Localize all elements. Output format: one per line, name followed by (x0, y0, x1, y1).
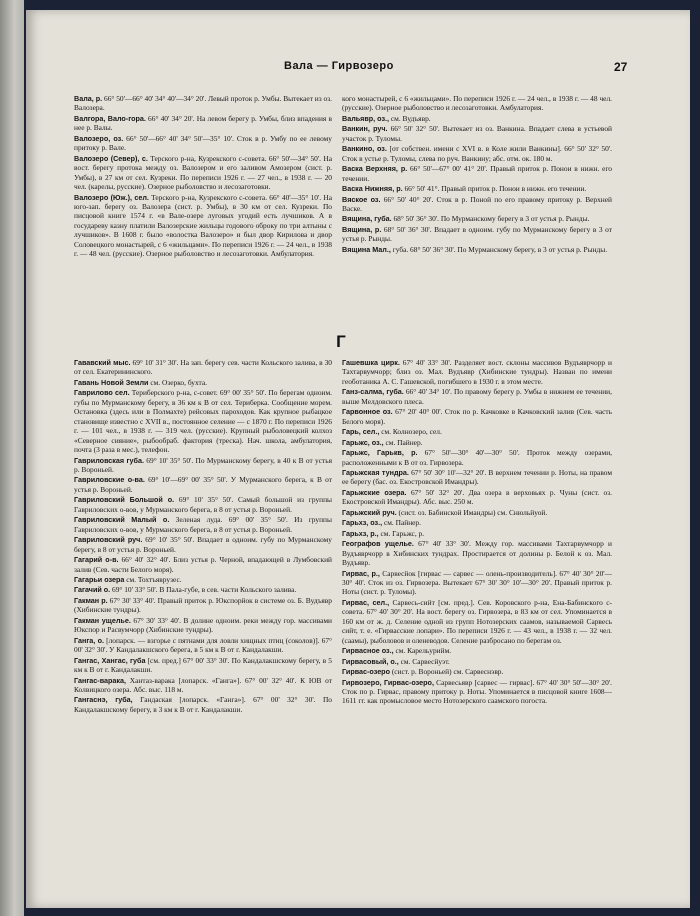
dictionary-entry (342, 94, 612, 113)
entry-text: 68° 50' 36° 30'. Впадает в одноим. губу по Мурманскому берегу в 3 от устья р. Рынды. (342, 224, 612, 244)
entry-text: Гандаская [лопарск. «Ганга»]. 67° 00' 32° 30'. По Кандалакшскому берегу, в 3 км к В от г. Кандалакши. (74, 695, 332, 714)
dictionary-entry (74, 585, 332, 594)
column-top-left (74, 94, 332, 324)
dictionary-entry (74, 134, 332, 153)
dictionary-entry (342, 529, 612, 538)
dictionary-entry (342, 598, 612, 645)
entry-text: см. Колнозеро, сел. (379, 427, 442, 437)
dictionary-entry (74, 575, 332, 584)
entry-headword: Вяское оз. (342, 194, 381, 204)
dictionary-entry (342, 164, 612, 183)
entry-text: 67° 30' 33° 40'. Правый приток р. Юкспорйок в системе оз. Б. Вудъявр (Хибинские тундры). (74, 595, 332, 615)
entry-text: 66° 50' 41°. Правый приток р. Понои в нижн. его течении. (402, 184, 587, 194)
entry-headword: Ганга, о. (74, 635, 104, 645)
entry-text: (сист. р. Вороньей) см. Сарвеснэвр. (389, 667, 504, 677)
entry-headword: Гагарий о-в. (74, 555, 119, 565)
entry-text: 69° 10' 35° 50'. По Мурманскому берегу, в 40 к В от устья р. Вороньей. (74, 455, 332, 474)
dictionary-entry (74, 676, 332, 695)
dictionary-entry (74, 515, 332, 534)
entry-text: 67° 50' 32° 20'. Два озера в верховьях р. Чуны (сист. оз. Екостровской Имандры). Абс. выс. 250 м. (342, 487, 612, 507)
dictionary-entry (342, 657, 612, 666)
entry-text: Зеленая луда. 69° 00' 35° 50'. Из группы Гавриловских о-вов, у Мурманского берега, в 8 от устья р. Вороньей. (74, 515, 332, 534)
entry-text: 67° 30' 33° 40'. В долине одноим. реки между гор. массивами Юкспор и Расвумчорр (Хибинские тундры). (74, 615, 332, 635)
entry-headword: Валозеро (Юж.), сел. (74, 192, 149, 202)
entry-text: 67° 40' 33° 30'. Разделяет вост. склоны массивов Вудъяврчорр и Тахтарвумчорр; близ оз. Мал. Вудъявр (Хибинские тундры). Назван по имени геоботаника А. С. Гашевской, погибшего в 1930 г. в этом месте. (342, 358, 612, 386)
dictionary-entry (342, 144, 612, 163)
entry-headword: Гакман ущелье. (74, 615, 131, 625)
entry-text: 67° 20' 40° 00'. Сток по р. Качковке в Качковский залив (Сев. часть Белого моря). (342, 407, 612, 426)
dictionary-entry (342, 124, 612, 143)
entry-headword: Гирвас-озеро (342, 667, 390, 677)
entry-headword: Гаврилово сел. (74, 388, 130, 398)
entry-headword: Гирвасовый, о., (342, 656, 399, 666)
entry-text: 67° 50'—30° 40'—30° 50'. Проток между озерами, расположенными к В от оз. Гирвозера. (342, 448, 612, 467)
entry-headword: Валозеро, оз. (74, 133, 124, 143)
entry-headword: Гирвозеро, Гирвас-озеро, (342, 677, 434, 687)
entry-text: см. Тохтъяврузес. (124, 574, 182, 584)
entry-headword: Гавриловский руч. (74, 535, 143, 545)
book-page (26, 10, 690, 908)
entry-headword: Вальявр, оз., (342, 113, 390, 123)
dictionary-entry (74, 656, 332, 675)
entry-headword: Гавриловская губа. (74, 455, 144, 465)
entry-text: Сарвесь-сийт [см. пред.]. Сев. Коровского р-на, Ена-Бабинского с-совета. 67° 40' 30° 20'. На вост. берегу оз. Гирвозера, в 83 км от сел. Упоминается в 160 км от ж. д. Селение одной из групп Нотозерских саамов, называемой Сарвесь сийт, т. е. «Гирвасские лопари». По переписи 1926 г. — 43 чел., в 1938 г. — 32 чел. (саамы), рыболовов и оленеводов. Селение разбросано по берегам оз. (342, 597, 612, 645)
entry-text: [от собствен. имени с XVI в. в Коле жили Ванкины]. 66° 50' 32° 50'. Сток в устье р. Туломы, слева по руч. Ванкину; абс. отм. ок. 180 м. (342, 144, 612, 163)
entry-text: 66° 50'—66° 40' 34° 40'—34° 20'. Левый проток р. Умбы. Вытекает из оз. Валозера. (74, 94, 332, 113)
entry-text: губа. 68° 50' 36° 30'. По Мурманскому берегу, в 3 от устья р. Рынды. (390, 244, 608, 254)
entry-text: 69° 10' 33° 50'. В Пала-губе, в сев. части Кольского залива. (110, 585, 297, 595)
entry-text: кого монастырей, с 6 «жильцами». По переписи 1926 г. — 24 чел., в 1938 г. — 48 чел. (русские). Озерное рыболовство и лесозаготовки. Амбулатория. (342, 94, 612, 113)
entry-text: Сарвесйок [гирвас — сарвес — олень-производитель]. 67° 40' 30° 20'—30° 40'. Сток из оз. Гирвозера. Вытекает 67° 30' 30° 10'—30° 20'. Правый приток р. Ноты (сист. р. Туломы). (342, 568, 612, 597)
entry-text: 69° 10' 35° 50'. Впадает в одноим. губу по Мурманскому берегу, в 8 от устья р. Вороньей. (74, 535, 332, 554)
entry-headword: Гарьхз, оз., (342, 518, 383, 528)
dictionary-entry (342, 508, 612, 517)
entry-headword: Гирвас, р., (342, 568, 380, 578)
dictionary-entry (74, 154, 332, 192)
entry-text: см. Озерко, бухта. (148, 377, 207, 387)
entry-headword: Гагарьи озера (74, 574, 125, 584)
entry-headword: Валозеро (Север), с. (74, 153, 148, 163)
dictionary-entry (342, 518, 612, 527)
entry-text: см. Пайнер. (383, 437, 423, 447)
entry-headword: Гарвонное оз. (342, 407, 393, 417)
dictionary-entry (342, 245, 612, 254)
column-top-right (342, 94, 612, 324)
entry-text: 66° 50'—67° 00' 41° 20'. Правый приток р. Понои в нижн. его течении. (342, 164, 612, 183)
dictionary-entry (342, 407, 612, 426)
entry-text: 69° 10' 31° 30'. На зап. берегу сев. части Кольского залива, в 30 от сел. Екатерининского. (74, 358, 332, 377)
entry-text: 66° 40' 34° 10'. По правому берегу р. Умбы в нижнем ее течении, выше Мелдовского плеса. (342, 387, 612, 406)
entry-headword: Вала, р. (74, 94, 103, 103)
entry-text: [лопарск. — взгорье с пятнами для ловли хищных птиц (соколов)]. 67° 00' 32° 30'. У Кандалакшского берега, в 5 км к В от г. Кандалакши. (74, 635, 332, 655)
entry-text: Терского р-на, Кузрекского с-совета. 66° 40'—35° 10'. На юго-зап. берегу оз. Валозера (сист. р. Умбы), в 30 км от сел. Кузреки. По писцовой книге 1574 г. «в Вале-озере луговых угодий есть лучшиков. А в государеву казну платили Валозерские жильцы годового оброку по три алтыны с лучшиков». В 1608 г. было «волостка Валозеро» и был двор Кирилова и двор Соловецкого монастырей, с 6 «жильцами». По переписи 1926 г. — 24 чел., в 1938 г. — 48 чел. (русские). Озерное рыболовство и лесозаготовки. Амбулатория. (74, 192, 332, 259)
dictionary-entry (342, 678, 612, 706)
entry-headword: Ванкин, руч. (342, 124, 388, 134)
entry-headword: Гирвас, сел., (342, 597, 390, 607)
entry-headword: Гангас-варака, (74, 675, 127, 685)
entry-headword: Гарьжская тундра. (342, 467, 409, 477)
dictionary-entry (74, 114, 332, 133)
entry-text: 66° 50' 32° 50'. Вытекает из оз. Ванкина. Впадает слева в устьевой участок р. Туломы. (342, 124, 612, 143)
entry-headword: Гарьхз, р., (342, 528, 379, 538)
entry-text: [см. пред.] 67° 00' 33° 30'. По Кандалакшскому берегу, в 5 км к В от г. Кандалакши. (74, 655, 332, 675)
entry-text: 69° 10' 35° 50'. Самый большой из группы Гавриловских о-вов, у Мурманского берега, в 8 от устья р. Вороньей. (74, 495, 332, 514)
dictionary-entry (342, 387, 612, 406)
dictionary-entry (342, 214, 612, 223)
dictionary-entry (74, 378, 332, 387)
entry-headword: Гавань Новой Земли (74, 377, 149, 387)
entry-text: Сарвесьявр [сарвес — гирвас]. 67° 40' 30° 50'—30° 20'. Сток по р. Гирвас, правому притоку р. Ноты. Упоминается в писцовой книге 1608—1611 гг. как промысловое место Нотозерского саамского погоста. (342, 677, 612, 706)
entry-headword: Гарьжский руч. (342, 507, 397, 517)
entry-headword: Гарь, сел., (342, 427, 380, 437)
entry-headword: Ганз-салма, губа. (342, 387, 404, 397)
dictionary-entry (74, 456, 332, 475)
dictionary-entry (342, 358, 612, 386)
entry-headword: Гангас, Хангас, губа (74, 655, 146, 665)
dictionary-entry (342, 184, 612, 193)
dictionary-entry (74, 388, 332, 454)
entry-text: 69° 10'—69° 00' 35° 50'. У Мурманского берега, к В от устья р. Вороньей. (74, 475, 332, 494)
entry-text: 67° 40' 33° 30'. Между гор. массивами Тахтарвумчорр и Вудъяврчорр в Хибинских тундрах. Простирается от долины р. Белой к оз. Мал. Вудъявр. (342, 539, 612, 568)
entry-headword: Вящина Мал., (342, 244, 391, 254)
dictionary-entry (342, 667, 612, 676)
running-head-title: Вала — Гирвозеро (284, 60, 394, 72)
entry-headword: Вящина, губа. (342, 214, 392, 224)
entry-headword: Гавриловский Малый о. (74, 515, 170, 525)
entry-headword: Вящина, р. (342, 224, 382, 234)
dictionary-entry (342, 569, 612, 597)
dictionary-entry (342, 195, 612, 214)
entry-headword: Географов ущелье. (342, 539, 414, 549)
dictionary-entry (342, 468, 612, 487)
dictionary-entry (74, 535, 332, 554)
dictionary-entry (342, 114, 612, 123)
entry-text: (сист. оз. Бабинской Имандры) см. Снюльйуой. (396, 507, 548, 517)
entry-text: см. Гарьжс, р. (378, 528, 425, 538)
dictionary-entry (74, 358, 332, 377)
running-head (26, 58, 690, 76)
dictionary-entry (342, 646, 612, 655)
entry-headword: Гангаснэ, губа, (74, 695, 133, 705)
entry-headword: Гававский мыс. (74, 358, 131, 367)
entry-text: 68° 50' 36° 30'. По Мурманскому берегу в 3 от устья р. Рынды. (391, 214, 590, 224)
dictionary-entry (342, 539, 612, 567)
entry-headword: Гарьжские озера. (342, 487, 407, 497)
dictionary-entry (74, 636, 332, 655)
dictionary-entry (342, 488, 612, 507)
entry-text: 66° 40' 32° 40'. Близ устья р. Черной, впадающей в Лумбовский залив (Сев. части Белого моря). (74, 555, 332, 574)
entry-headword: Гагачий о. (74, 585, 111, 595)
entry-headword: Валгора, Вало-гора. (74, 113, 146, 123)
entry-headword: Ванкино, оз. (342, 144, 387, 154)
section-letter: Г (336, 332, 346, 351)
dictionary-entry (342, 225, 612, 244)
entry-text: 66° 40' 34° 20'. На левом берегу р. Умбы, близ впадения в нее р. Валы. (74, 113, 332, 133)
column-bottom-right (342, 358, 612, 898)
entry-headword: Гавриловские о-ва. (74, 475, 145, 485)
entry-text: см. Карельурийм. (393, 646, 452, 656)
entry-text: 67° 50' 30° 10'—32° 20'. В верхнем течении р. Ноты, на правом ее берегу (бас. оз. Екостровской Имандры). (342, 467, 612, 487)
dictionary-entry (342, 427, 612, 436)
entry-text: Териберского р-на, с-совет. 69° 00' 35° 50'. По берегам одноим. губы по Мурманскому берегу, в 36 км к В от сел. Териберка. Сообщение морем. Остановка (здесь или в Полмахте) рейсовых пароходов. Как крупное рыбацкое становище известно с XVII в., постоянное селение — с 1870 г. По переписи 1926 г. — 101 чел., в 1938 г. — 319 чел. (русские). Крупный рыболовецкий колхоз «Северное сияние», рыбообраб. фактория (треска). Нач. школа, амбулатория, почта (3 раза в мес.), телефон. (74, 388, 332, 455)
dictionary-entry (342, 448, 612, 467)
entry-headword: Гашевшка цирк. (342, 358, 400, 367)
column-bottom-left (74, 358, 332, 898)
entry-text: см. Вудъявр. (389, 113, 431, 123)
entry-text: Хантаз-варака [лопарск. «Ганга»]. 67° 00' 32° 40'. К ЮВ от Колвицкого озера. Абс. выс. 118 м. (74, 675, 332, 694)
dictionary-entry (74, 596, 332, 615)
entry-text: 66° 50' 40° 20'. Сток в р. Поной по его правому притоку р. Верхней Васке. (342, 194, 612, 213)
dictionary-entry (74, 193, 332, 259)
previous-page-edge (0, 0, 24, 916)
dictionary-entry (74, 475, 332, 494)
entry-headword: Гавриловский Большой о. (74, 495, 175, 505)
dictionary-entry (74, 94, 332, 113)
entry-headword: Васка Нижняя, р. (342, 184, 403, 194)
entry-headword: Гакман р. (74, 595, 108, 605)
entry-text: 66° 50'—66° 40' 34° 50'—35° 10'. Сток в р. Умбу по ее левому притоку р. Вале. (74, 133, 332, 153)
entry-headword: Гарьжс, Гарькв, р. (342, 448, 418, 458)
entry-text: см. Пайнер. (382, 518, 421, 528)
dictionary-entry (342, 438, 612, 447)
entry-text: Терского р-на, Кузрекского с-совета. 66° 50'—34° 50'. На вост. берегу протока между оз. Валозером и его заливом Амозером (сист. р. Умбы), в 27 км от сел. Кузреки. По переписи 1926 г. — 27 чел., в 1938 г. — 20 чел. (карелы, русские). Озерное рыболовство и лесозаготовки. (74, 153, 332, 192)
entry-headword: Васка Верхняя, р. (342, 164, 408, 174)
dictionary-entry (74, 616, 332, 635)
page-number: 27 (614, 60, 628, 74)
dictionary-entry (74, 555, 332, 574)
entry-headword: Гарьжс, оз., (342, 437, 384, 447)
dictionary-entry (74, 495, 332, 514)
entry-headword: Гирвасное оз., (342, 646, 394, 656)
entry-text: см. Сарвесйуэт. (398, 656, 450, 666)
dictionary-entry (74, 695, 332, 714)
